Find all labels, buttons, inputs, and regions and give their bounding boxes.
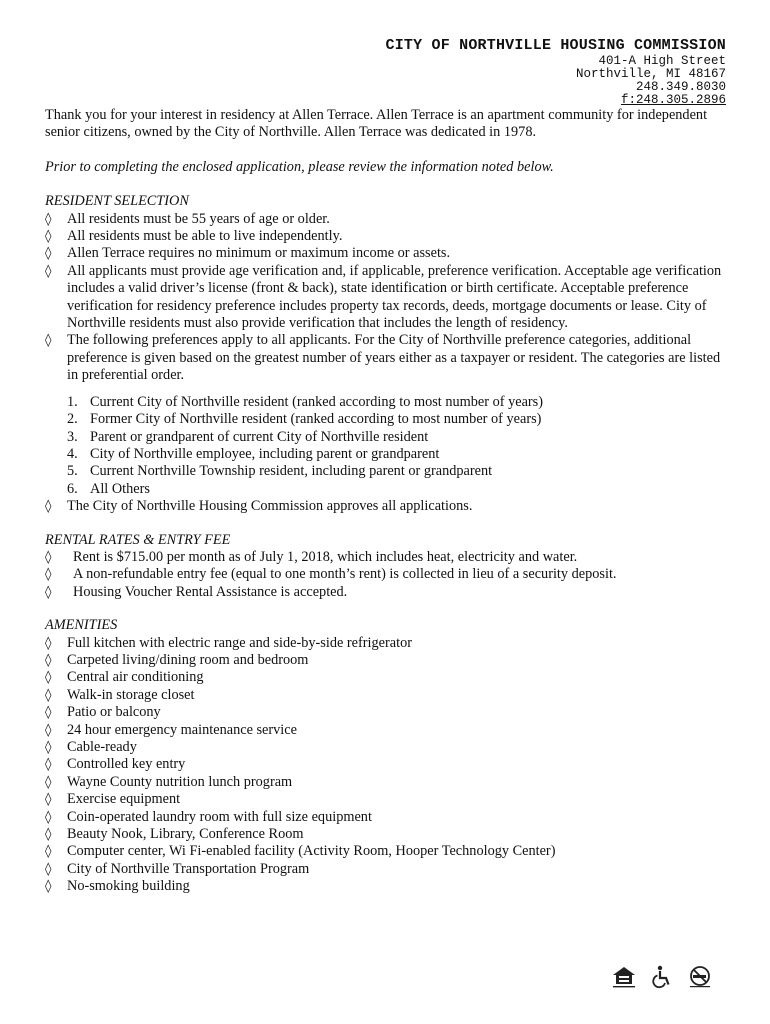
list-item — [45, 669, 725, 686]
list-item-text: Allen Terrace requires no minimum or maximum income or assets. — [67, 245, 451, 262]
list-item-text: Controlled key entry — [67, 756, 186, 773]
list-item-text: The City of Northville Housing Commission approves all applications. — [67, 498, 473, 515]
list-item-text: A non-refundable entry fee (equal to one month’s rent) is collected in lieu of a security deposit. — [73, 566, 617, 583]
preference-number: 3. — [67, 428, 78, 445]
resident-selection-heading: RESIDENT SELECTION — [45, 193, 189, 210]
preference-number: 4. — [67, 445, 78, 462]
list-item — [45, 332, 725, 384]
list-item-text: All residents must be 55 years of age or older. — [67, 210, 330, 227]
preference-item — [45, 463, 725, 480]
list-item-text: 24 hour emergency maintenance service — [67, 721, 297, 738]
wheelchair-icon — [650, 965, 674, 989]
diamond-bullet-icon: ◊ — [45, 792, 52, 808]
diamond-bullet-icon: ◊ — [45, 499, 52, 515]
preference-text: Current Northville Township resident, including parent or grandparent — [90, 463, 493, 480]
list-item-text: Walk-in storage closet — [67, 686, 195, 703]
list-item-text: All applicants must provide age verification and, if applicable, preference verification. Acceptable age verification includes a valid driver’s license (front & back), state identification or birth certificate. Acceptable preference verification for residency preference includes property tax records, deeds, mortgage documents or lease. City of Northville residents must also provide verification that includes the length of residency. — [67, 262, 722, 332]
list-item-text: Cable-ready — [67, 739, 137, 755]
notice-paragraph: Prior to completing the enclosed application, please review the information noted below. — [45, 158, 554, 175]
list-item — [45, 263, 725, 333]
intro-paragraph: Thank you for your interest in residency at Allen Terrace. Allen Terrace is an apartment community for independent senior citizens, owned by the City of Northville. Allen Terrace was dedicated in 1978. — [45, 107, 708, 141]
list-item — [45, 809, 725, 826]
amenities-heading: AMENITIES — [45, 617, 118, 634]
diamond-bullet-icon: ◊ — [45, 757, 52, 773]
diamond-bullet-icon: ◊ — [45, 722, 52, 738]
diamond-bullet-icon: ◊ — [45, 246, 52, 262]
preference-text: Current City of Northville resident (ranked according to most number of years) — [90, 393, 544, 410]
organization-title: CITY OF NORTHVILLE HOUSING COMMISSION — [385, 37, 726, 54]
list-item — [45, 774, 725, 791]
diamond-bullet-icon: ◊ — [45, 809, 52, 825]
diamond-bullet-icon: ◊ — [45, 263, 52, 279]
list-item — [45, 498, 725, 515]
list-item — [45, 722, 725, 739]
list-item-text: Housing Voucher Rental Assistance is accepted. — [73, 583, 348, 600]
address-city: Northville, MI 48167 — [575, 67, 726, 81]
diamond-bullet-icon: ◊ — [45, 635, 52, 651]
list-item-text: Computer center, Wi Fi-enabled facility (Activity Room, Hooper Technology Center) — [67, 843, 556, 860]
diamond-bullet-icon: ◊ — [45, 879, 52, 895]
diamond-bullet-icon: ◊ — [45, 211, 52, 227]
list-item-text: Beauty Nook, Library, Conference Room — [67, 826, 304, 843]
preference-text: Parent or grandparent of current City of Northville resident — [90, 428, 429, 445]
diamond-bullet-icon: ◊ — [45, 549, 52, 565]
list-item-text: Central air conditioning — [67, 669, 204, 686]
diamond-bullet-icon: ◊ — [45, 774, 52, 790]
no-smoking-icon — [688, 965, 712, 989]
letterhead — [386, 36, 726, 107]
document-body — [45, 107, 725, 896]
list-item — [45, 652, 725, 669]
list-item — [45, 861, 725, 878]
list-item — [45, 739, 725, 756]
preference-number: 6. — [67, 480, 78, 497]
phone-number: 248.349.8030 — [635, 80, 726, 94]
preference-item — [45, 481, 725, 498]
rental-rates-heading: RENTAL RATES & ENTRY FEE — [45, 531, 231, 548]
list-item-text: The following preferences apply to all applicants. For the City of Northville preference categories, additional preference is given based on the greatest number of years either as a taxpayer or resident. The categories are listed in preferential order. — [67, 332, 721, 384]
preference-item — [45, 394, 725, 411]
preference-item — [45, 429, 725, 446]
list-item — [45, 245, 725, 262]
list-item — [45, 211, 725, 228]
diamond-bullet-icon: ◊ — [45, 844, 52, 860]
list-item-text: Rent is $715.00 per month as of July 1, 2018, which includes heat, electricity and water. — [73, 548, 578, 565]
address-street: 401-A High Street — [598, 54, 726, 68]
list-item — [45, 584, 725, 601]
diamond-bullet-icon: ◊ — [45, 687, 52, 703]
preference-text: All Others — [90, 480, 150, 497]
list-item-text: Patio or balcony — [67, 704, 161, 721]
diamond-bullet-icon: ◊ — [45, 584, 52, 600]
preference-number: 2. — [67, 411, 78, 428]
list-item — [45, 791, 725, 808]
list-item — [45, 566, 725, 583]
list-item-text: Exercise equipment — [67, 791, 181, 808]
list-item-text: Carpeted living/dining room and bedroom — [67, 651, 309, 668]
preference-number: 5. — [67, 463, 78, 480]
list-item — [45, 228, 725, 245]
list-item — [45, 843, 725, 860]
diamond-bullet-icon: ◊ — [45, 827, 52, 843]
preference-text: Former City of Northville resident (ranked according to most number of years) — [90, 411, 542, 428]
diamond-bullet-icon: ◊ — [45, 740, 52, 755]
diamond-bullet-icon: ◊ — [45, 861, 52, 877]
list-item-text: Full kitchen with electric range and side-by-side refrigerator — [67, 634, 412, 651]
list-item — [45, 756, 725, 773]
diamond-bullet-icon: ◊ — [45, 705, 52, 721]
equal-housing-icon — [612, 965, 636, 989]
list-item — [45, 687, 725, 704]
list-item — [45, 878, 725, 895]
diamond-bullet-icon: ◊ — [45, 670, 52, 686]
preference-number: 1. — [67, 393, 78, 410]
list-item-text: Wayne County nutrition lunch program — [67, 773, 293, 790]
list-item-text: All residents must be able to live independently. — [67, 228, 343, 245]
preference-item — [45, 411, 725, 428]
list-item-text: City of Northville Transportation Program — [67, 860, 310, 877]
list-item-text: No-smoking building — [67, 878, 190, 895]
diamond-bullet-icon: ◊ — [45, 333, 52, 349]
list-item — [45, 826, 725, 843]
list-item — [45, 549, 725, 566]
preference-text: City of Northville employee, including parent or grandparent — [90, 445, 440, 462]
fax-number: f:248.305.2896 — [620, 93, 726, 107]
diamond-bullet-icon: ◊ — [45, 567, 52, 583]
diamond-bullet-icon: ◊ — [45, 652, 52, 668]
diamond-bullet-icon: ◊ — [45, 229, 52, 245]
list-item-text: Coin-operated laundry room with full size equipment — [67, 808, 372, 825]
list-item — [45, 704, 725, 721]
list-item — [45, 635, 725, 652]
preference-item — [45, 446, 725, 463]
footer-logos — [612, 965, 712, 989]
